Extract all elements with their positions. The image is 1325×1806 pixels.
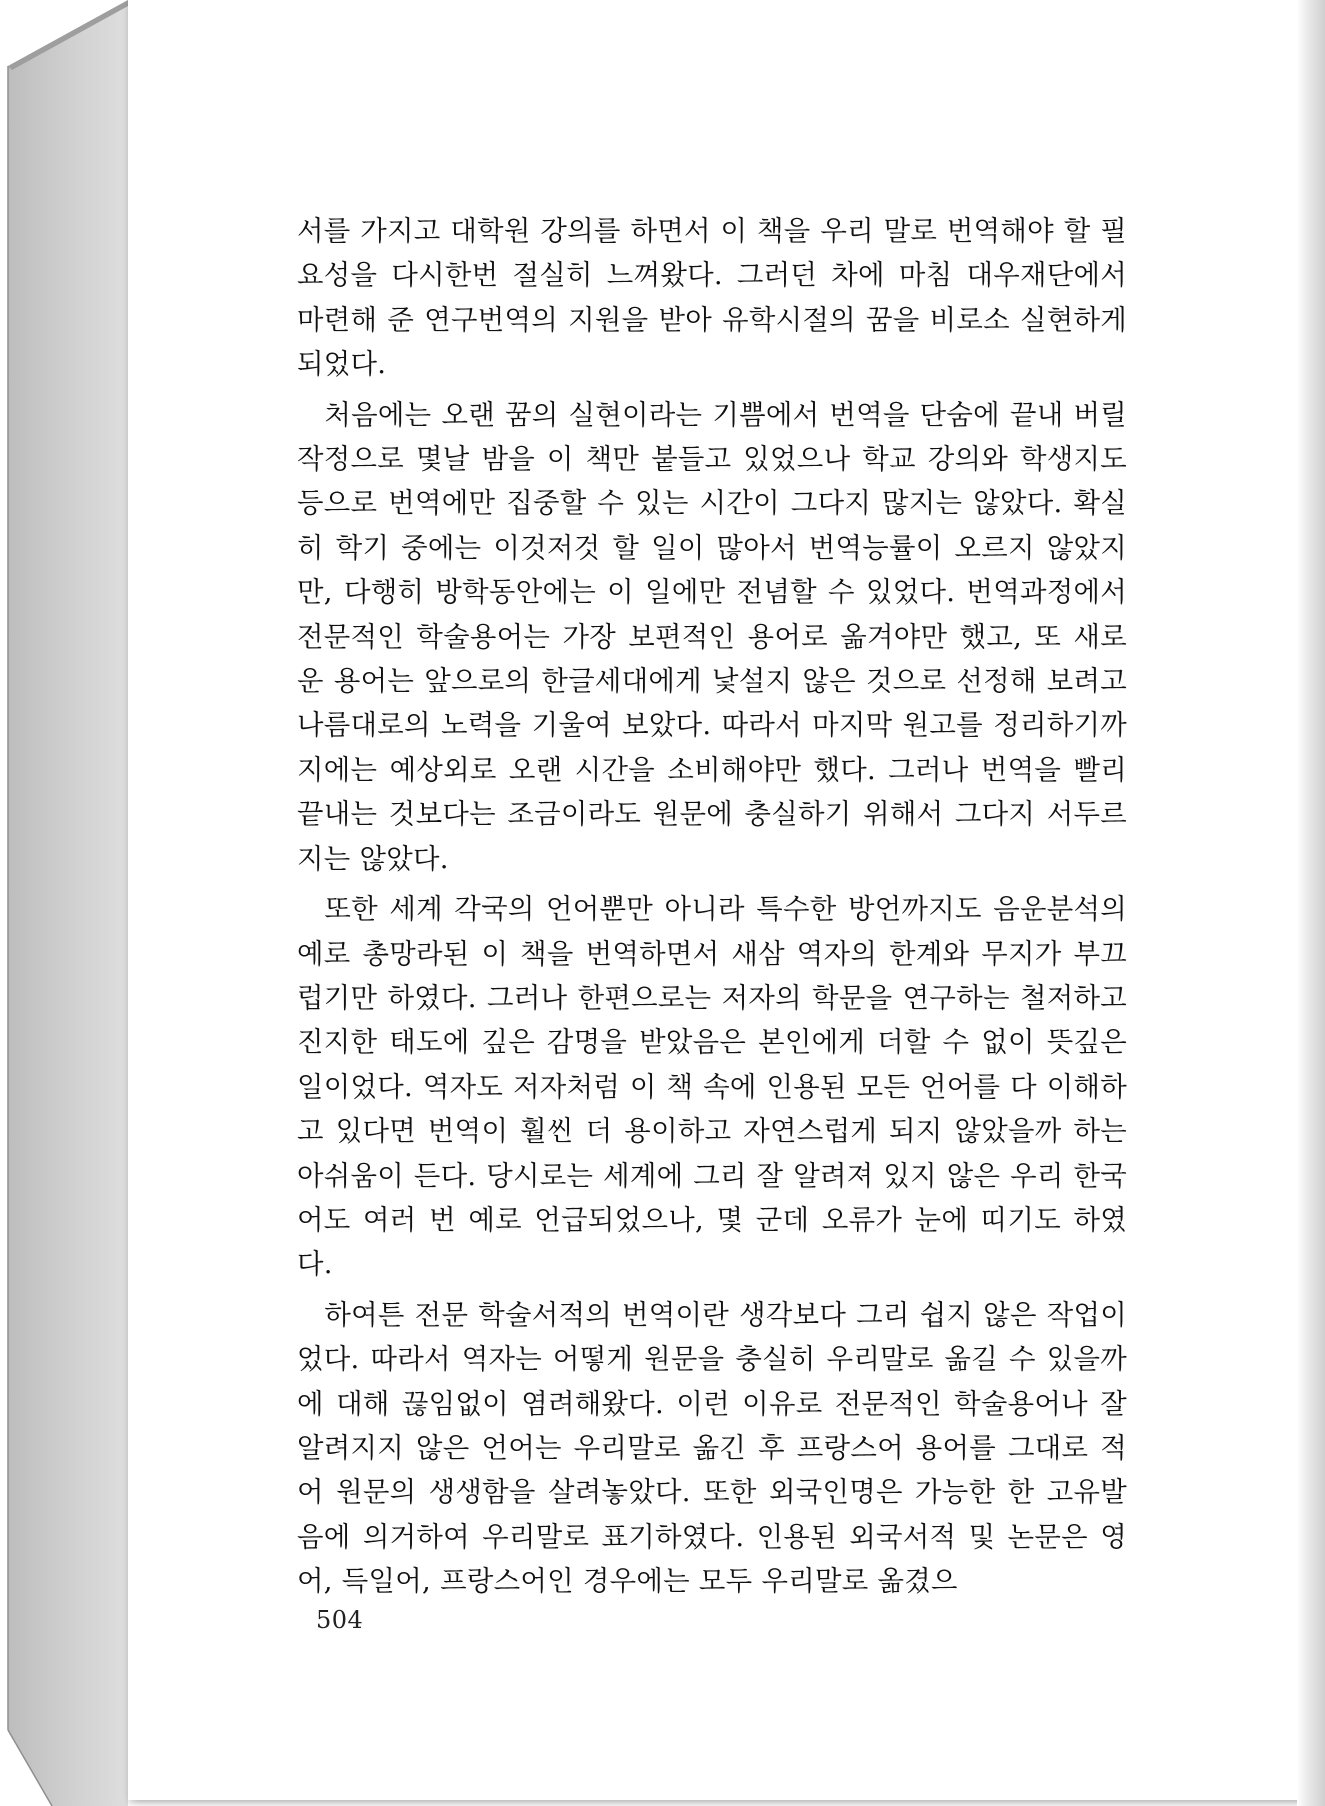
body-text	[297, 210, 1127, 1611]
page-number: 504	[316, 1606, 364, 1634]
page-block-edge	[0, 0, 140, 1806]
paragraph-2: 처음에는 오랜 꿈의 실현이라는 기쁨에서 번역을 단숨에 끝내 버릴 작정으로 몇날 밤을 이 책만 붙들고 있었으나 학교 강의와 학생지도 등으로 번역에만 집중할 수 있는 시간이 그다지 많지는 않았다. 확실히 학기 중에는 이것저것 할 일이 많아서 번역능률이 오르지 않았지만, 다행히 방학동안에는 이 일에만 전념할 수 있었다. 번역과정에서 전문적인 학술용어는 가장 보편적인 용어로 옮겨야만 했고, 또 새로운 용어는 앞으로의 한글세대에게 낯설지 않은 것으로 선정해 보려고 나름대로의 노력을 기울여 보았다. 따라서 마지막 원고를 정리하기까지에는 예상외로 오랜 시간을 소비해야만 했다. 그러나 번역을 빨리 끝내는 것보다는 조금이라도 원문에 충실하기 위해서 그다지 서두르지는 않았다.	[297, 399, 1127, 875]
page-edge-shadow	[1297, 0, 1325, 1806]
paragraph-4: 하여튼 전문 학술서적의 번역이란 생각보다 그리 쉽지 않은 작업이었다. 따라서 역자는 어떻게 원문을 충실히 우리말로 옮길 수 있을까에 대해 끊임없이 염려해왔다. 이런 이유로 전문적인 학술용어나 잘 알려지지 않은 언어는 우리말로 옮긴 후 프랑스어 용어를 그대로 적어 원문의 생생함을 살려놓았다. 또한 외국인명은 가능한 한 고유발음에 의거하여 우리말로 표기하였다. 인용된 외국서적 및 논문은 영어, 득일어, 프랑스어인 경우에는 모두 우리말로 옮겼으	[297, 1299, 1127, 1598]
paragraph-3: 또한 세계 각국의 언어뿐만 아니라 특수한 방언까지도 음운분석의 예로 총망라된 이 책을 번역하면서 새삼 역자의 한계와 무지가 부끄럽기만 하였다. 그러나 한편으로는 저자의 학문을 연구하는 철저하고 진지한 태도에 깊은 감명을 받았음은 본인에게 더할 수 없이 뜻깊은 일이었다. 역자도 저자처럼 이 책 속에 인용된 모든 언어를 다 이해하고 있다면 번역이 훨씬 더 용이하고 자연스럽게 되지 않았을까 하는 아쉬움이 든다. 당시로는 세계에 그리 잘 알려져 있지 않은 우리 한국어도 여러 번 예로 언급되었으나, 몇 군데 오류가 눈에 띠기도 하였다.	[297, 894, 1127, 1281]
paragraph-1: 서를 가지고 대학원 강의를 하면서 이 책을 우리 말로 번역해야 할 필요성을 다시한번 절실히 느껴왔다. 그러던 차에 마침 대우재단에서 마련해 준 연구번역의 지원을 받아 유학시절의 꿈을 비로소 실현하게 되었다.	[297, 216, 1127, 381]
